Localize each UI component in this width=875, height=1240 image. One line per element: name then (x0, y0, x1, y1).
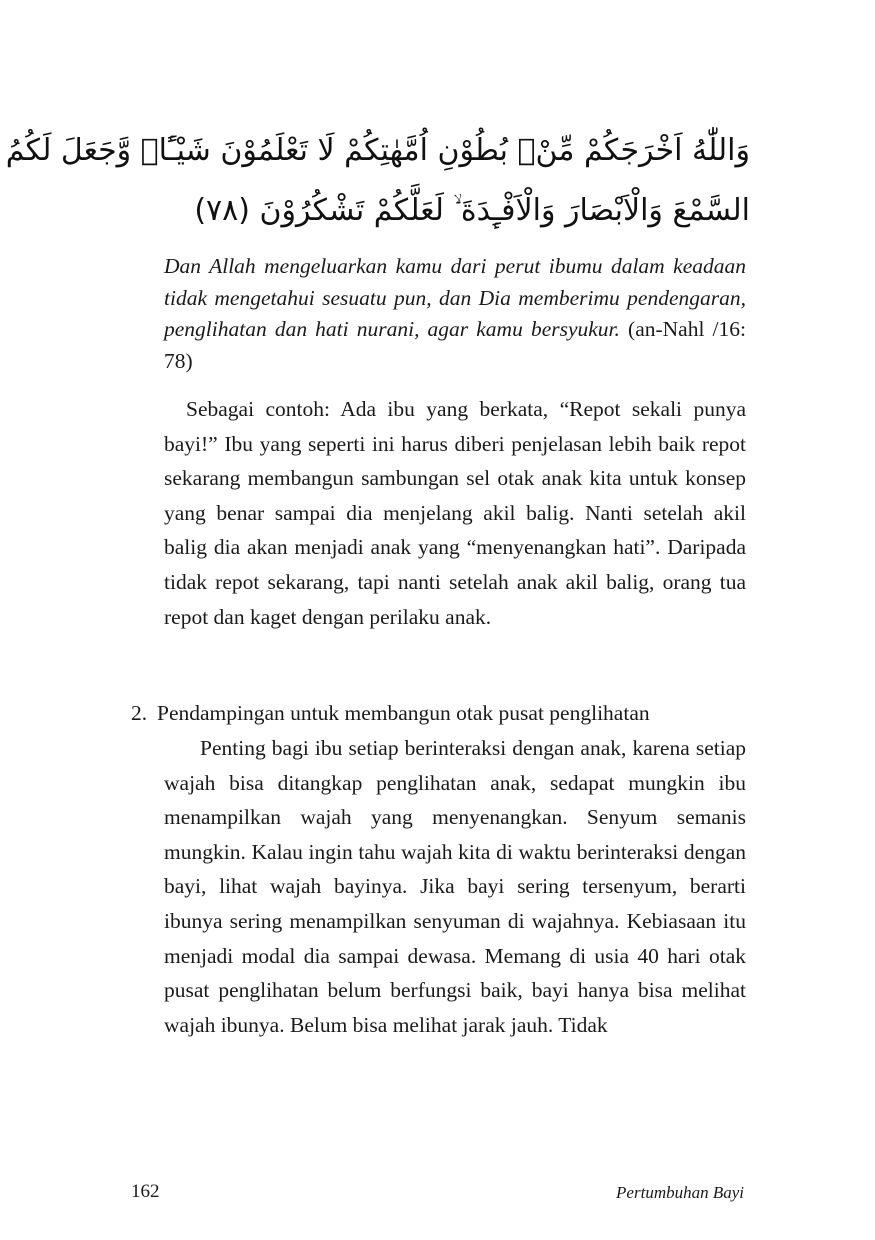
translation-text: Dan Allah mengeluarkan kamu dari perut ibumu dalam keadaan tidak mengetahui sesuatu pun, dan Dia memberimu pendengaran, penglihatan dan hati nurani, agar kamu bersyukur. (164, 254, 746, 342)
list-item-heading (131, 698, 650, 728)
body-paragraph-2: Penting bagi ibu setiap berinteraksi dengan anak, karena setiap wajah bisa ditangkap penglihatan anak, sedapat mungkin ibu menampilkan wajah yang menyenangkan. Senyum semanis mungkin. Kalau ingin tahu wajah kita di waktu berinteraksi dengan bayi, lihat wajah bayinya. Jika bayi sering tersenyum, berarti ibunya sering menampilkan senyuman di wajahnya. Kebiasaan itu menjadi modal dia sampai dewasa. Memang di usia 40 hari otak pusat penglihatan belum berfungsi baik, bayi hanya bisa melihat wajah ibunya. Belum bisa melihat jarak jauh. Tidak (164, 736, 746, 1037)
verse-reference: (an-Nahl /16: 78) (164, 317, 746, 373)
list-item-number: 2. (131, 701, 148, 725)
quran-verse-line-2: السَّمْعَ وَالْاَبْصَارَ وَالْاَفْـِٕدَةَ ۙ لَعَلَّكُمْ تَشْكُرُوْنَ (٧٨) (194, 193, 750, 228)
body-paragraph-1: Sebagai contoh: Ada ibu yang berkata, “Repot sekali punya bayi!” Ibu yang seperti ini harus diberi penjelasan lebih baik repot sekarang membangun sambungan sel otak anak kita untuk konsep yang benar sampai dia menjelang akil balig. Nanti setelah akil balig dia akan menjadi anak yang “menyenangkan hati”. Daripada tidak repot sekarang, tapi nanti setelah anak akil balig, orang tua repot dan kaget dengan perilaku anak. (164, 397, 746, 629)
quran-verse-line-1: وَاللّٰهُ اَخْرَجَكُمْ مِّنْۢ بُطُوْنِ اُمَّهٰتِكُمْ لَا تَعْلَمُوْنَ شَيْـًٔاۙ وَّجَعَلَ لَكُمُ (5, 133, 750, 168)
verse-translation (164, 251, 746, 377)
page-number: 162 (131, 1181, 160, 1202)
list-item-title: Pendampingan untuk membangun otak pusat penglihatan (157, 701, 650, 725)
running-footer-title: Pertumbuhan Bayi (616, 1183, 744, 1202)
